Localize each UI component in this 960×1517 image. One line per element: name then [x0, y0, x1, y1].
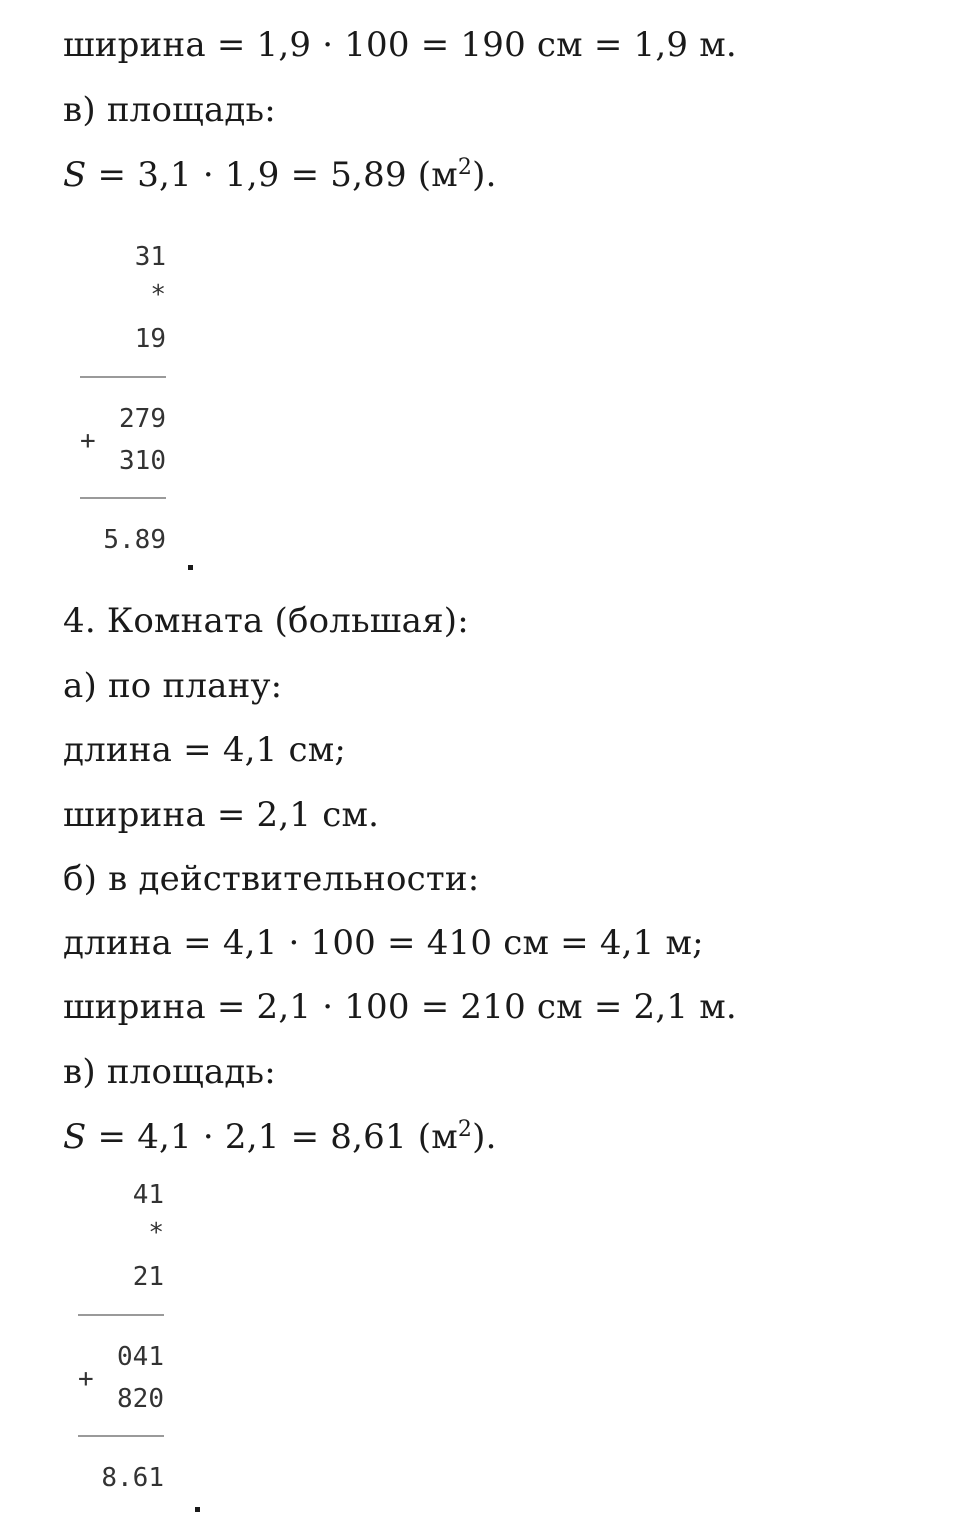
room4-area-heading: в) площадь:	[63, 1052, 276, 1092]
mult-operator: *	[150, 280, 166, 310]
room3-area-heading: в) площадь:	[63, 90, 276, 130]
area-tail: ).	[472, 155, 497, 195]
room4-area-formula	[63, 1117, 497, 1157]
mult-partial-1: 279	[119, 404, 166, 434]
area-variable: S	[63, 155, 87, 195]
period-dot	[195, 1507, 200, 1512]
mult-rule-1	[80, 376, 166, 378]
room4-title: 4. Комната (большая):	[63, 601, 469, 641]
area-exponent: 2	[457, 1117, 473, 1142]
mult-rule-2	[80, 497, 166, 499]
mult-result: 8.61	[101, 1463, 164, 1493]
mult-partial-2: 820	[117, 1384, 164, 1414]
mult-plus-sign: +	[78, 1364, 94, 1394]
room4-plan-heading: а) по плану:	[63, 666, 283, 706]
area-expression: = 3,1 · 1,9 = 5,89 (м	[86, 155, 458, 195]
area-variable: S	[63, 1117, 87, 1157]
mult-operand-2: 19	[134, 324, 166, 354]
period-dot	[188, 565, 193, 570]
area-expression: = 4,1 · 2,1 = 8,61 (м	[86, 1117, 458, 1157]
mult-rule-2	[78, 1435, 164, 1437]
mult-plus-sign: +	[80, 426, 96, 456]
mult-rule-1	[78, 1314, 164, 1316]
mult-operand-1: 31	[134, 242, 166, 272]
room4-real-heading: б) в действительности:	[63, 859, 480, 899]
room3-width-real: ширина = 1,9 · 100 = 190 см = 1,9 м.	[63, 25, 737, 65]
mult-result: 5.89	[103, 525, 166, 555]
mult-partial-2: 310	[119, 446, 166, 476]
room4-real-length: длина = 4,1 · 100 = 410 см = 4,1 м;	[63, 923, 704, 963]
mult-partial-1: 041	[117, 1342, 164, 1372]
area-tail: ).	[472, 1117, 497, 1157]
area-exponent: 2	[457, 155, 473, 180]
room4-plan-length: длина = 4,1 см;	[63, 730, 347, 770]
room4-real-width: ширина = 2,1 · 100 = 210 см = 2,1 м.	[63, 987, 737, 1027]
mult-operator: *	[148, 1218, 164, 1248]
room3-area-formula	[63, 155, 497, 195]
mult-operand-1: 41	[132, 1180, 164, 1210]
room4-plan-width: ширина = 2,1 см.	[63, 795, 380, 835]
mult-operand-2: 21	[132, 1262, 164, 1292]
